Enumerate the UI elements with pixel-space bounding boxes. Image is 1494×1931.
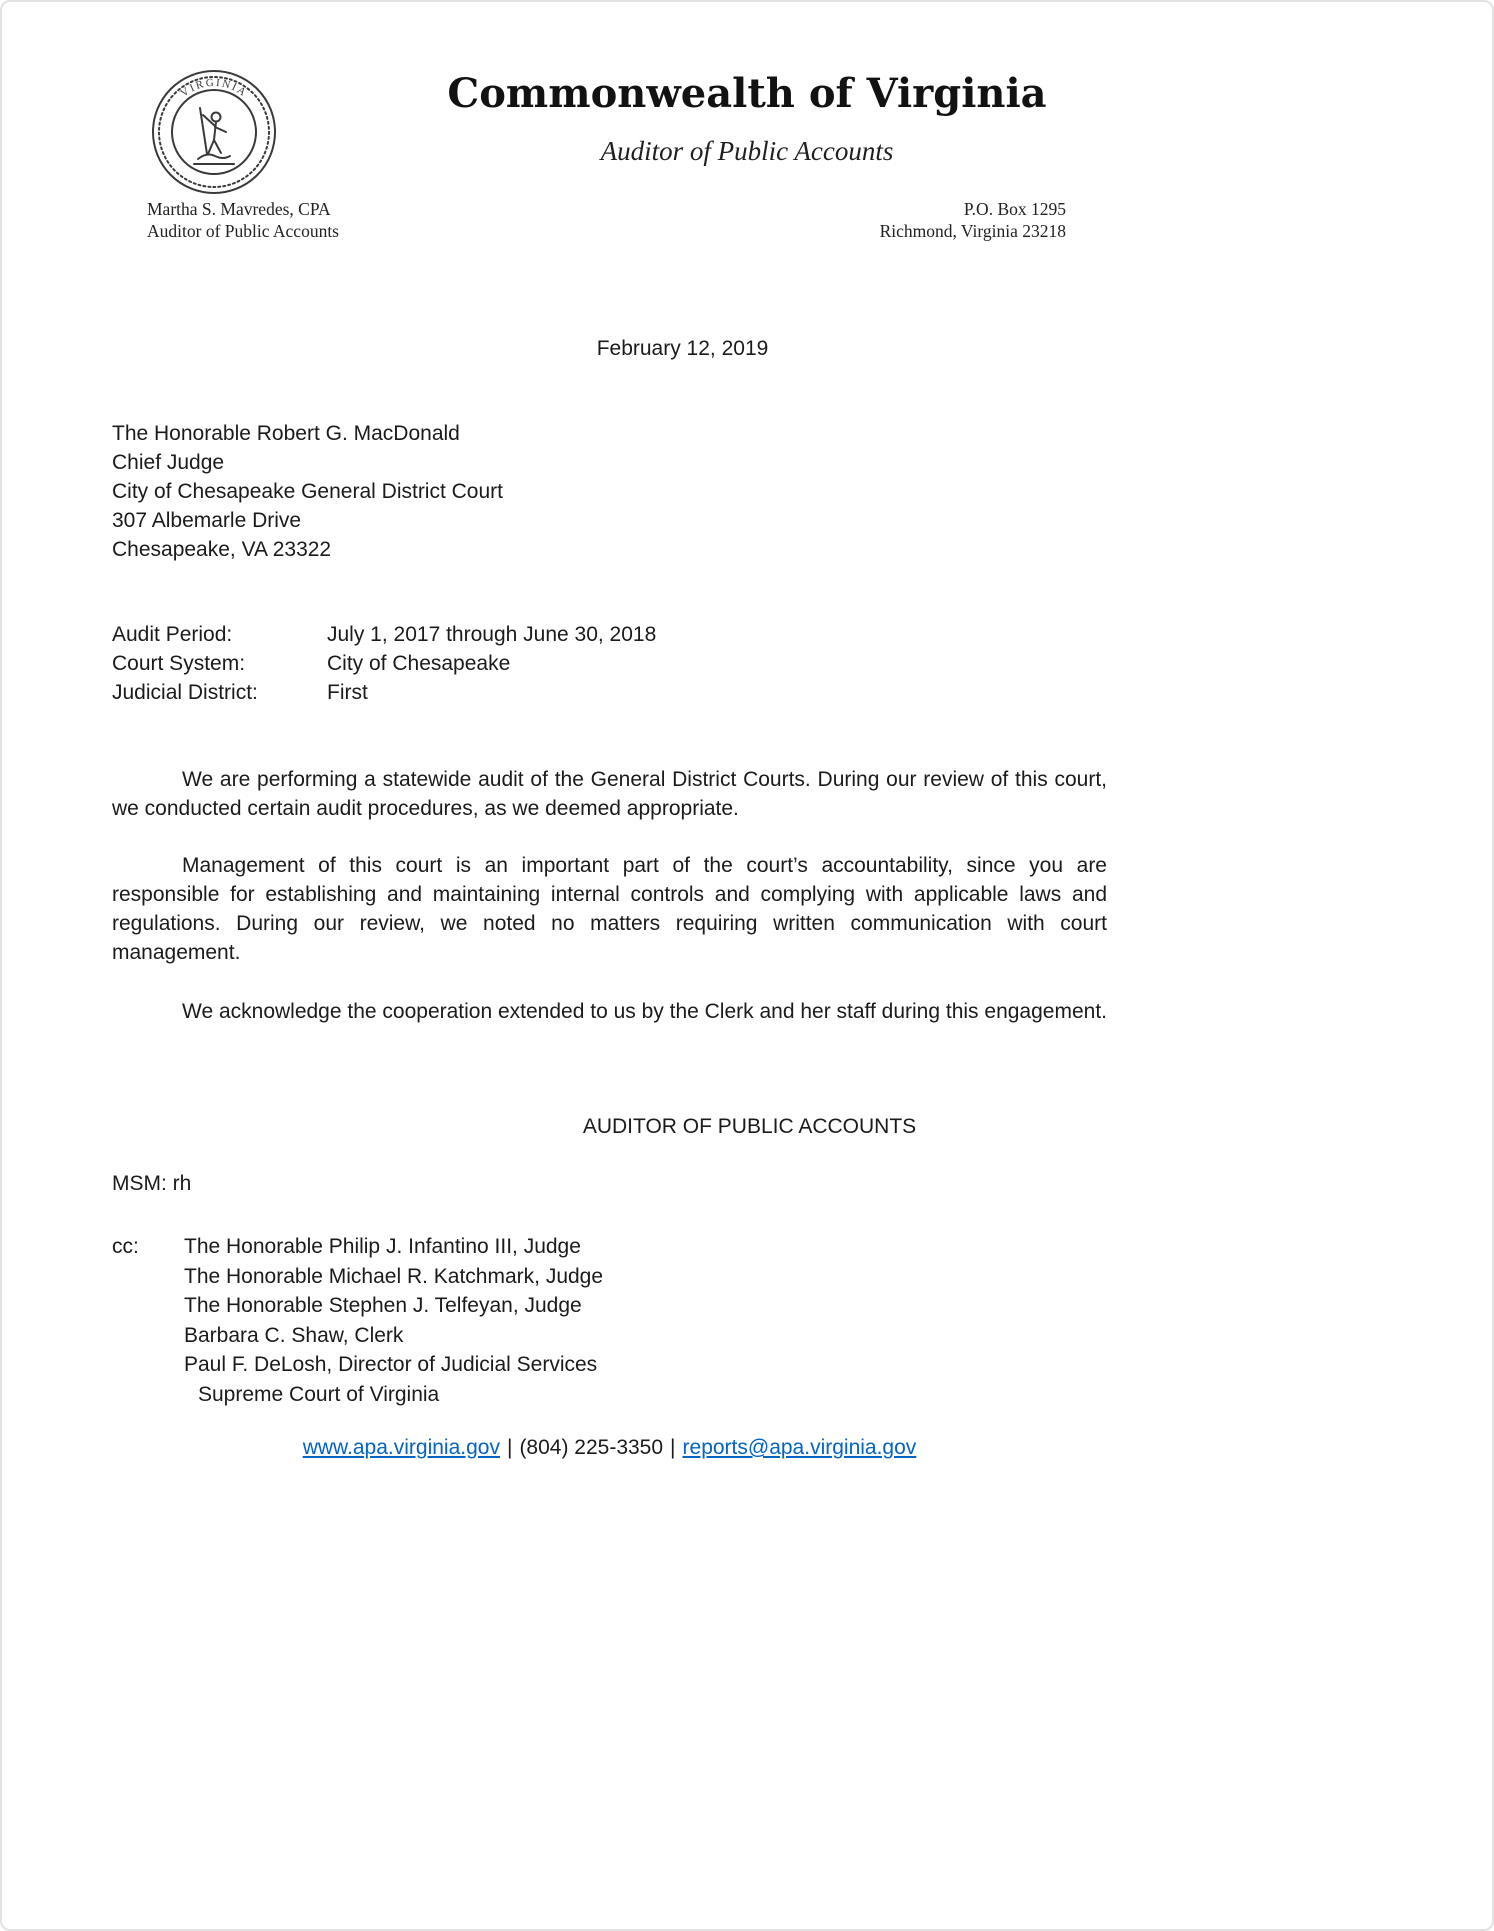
letterhead-info-row: [2, 198, 1492, 242]
official-block: [147, 198, 339, 242]
meta-row-audit-period: [112, 620, 1107, 649]
cc-names: [184, 1232, 603, 1409]
cc-name: Barbara C. Shaw, Clerk: [184, 1323, 404, 1347]
meta-row-court-system: [112, 649, 1107, 678]
body-paragraph-2: Management of this court is an important part of the court’s accountability, since you are responsible for establishing and maintaining internal controls and complying with applicable laws and regulations. During our review, we noted no matters requiring written communication with court management.: [112, 854, 1107, 964]
footer-separator: |: [506, 1436, 513, 1459]
cc-name: Paul F. DeLosh, Director of Judicial Services: [184, 1353, 598, 1376]
cc-label: cc:: [112, 1235, 139, 1258]
address-line-1: P.O. Box 1295: [963, 199, 1066, 219]
footer-separator: |: [670, 1436, 676, 1459]
phone-number: (804) 225-3350: [519, 1436, 664, 1459]
meta-value: First: [327, 681, 368, 704]
reference-initials: MSM: rh: [112, 1172, 192, 1195]
cc-block: [112, 1232, 1107, 1409]
recipient-address-block: [112, 419, 1107, 564]
body-paragraph-3: We acknowledge the cooperation extended to us by the Clerk and her staff during this engagement.: [182, 1000, 1107, 1023]
recipient-title: Chief Judge: [112, 451, 225, 474]
official-name: Martha S. Mavredes, CPA: [147, 199, 331, 219]
recipient-name: The Honorable Robert G. MacDonald: [112, 422, 460, 445]
dept-subtitle: Auditor of Public Accounts: [600, 136, 894, 166]
org-title: Commonwealth of Virginia: [447, 70, 1047, 117]
office-address-block: [880, 198, 1066, 242]
recipient-city: Chesapeake, VA 23322: [112, 538, 332, 561]
recipient-street: 307 Albemarle Drive: [112, 509, 302, 532]
body-paragraph-1: We are performing a statewide audit of the General District Courts. During our review of this court, we conducted certain audit procedures, as we deemed appropriate.: [112, 768, 1107, 820]
meta-label: Audit Period:: [112, 623, 233, 646]
signature-block: AUDITOR OF PUBLIC ACCOUNTS: [582, 1115, 917, 1138]
cc-name: The Honorable Philip J. Infantino III, Judge: [184, 1235, 581, 1258]
audit-meta-block: [112, 620, 1107, 707]
cc-name: The Honorable Michael R. Katchmark, Judge: [184, 1264, 604, 1288]
letter-body: [112, 334, 1107, 1462]
meta-row-judicial-district: [112, 678, 1107, 707]
email-link[interactable]: reports@apa.virginia.gov: [682, 1436, 917, 1459]
website-link[interactable]: www.apa.virginia.gov: [302, 1436, 500, 1459]
letter-date: February 12, 2019: [596, 337, 769, 360]
seal-arc-text: VIRGINIA: [178, 76, 250, 100]
cc-name-supreme-court: Supreme Court of Virginia: [198, 1382, 440, 1406]
letterhead: [2, 2, 1492, 242]
meta-value: City of Chesapeake: [327, 652, 511, 675]
address-line-2: Richmond, Virginia 23218: [879, 221, 1066, 241]
official-title: Auditor of Public Accounts: [147, 221, 339, 241]
cc-name: The Honorable Stephen J. Telfeyan, Judge: [184, 1294, 582, 1317]
meta-label: Judicial District:: [112, 681, 258, 704]
svg-text:VIRGINIA: [178, 77, 249, 100]
contact-footer: [112, 1433, 1107, 1462]
recipient-court: City of Chesapeake General District Court: [112, 480, 503, 503]
meta-label: Court System:: [112, 652, 246, 675]
meta-value: July 1, 2017 through June 30, 2018: [327, 623, 657, 646]
virginia-state-seal-icon: [150, 68, 278, 196]
